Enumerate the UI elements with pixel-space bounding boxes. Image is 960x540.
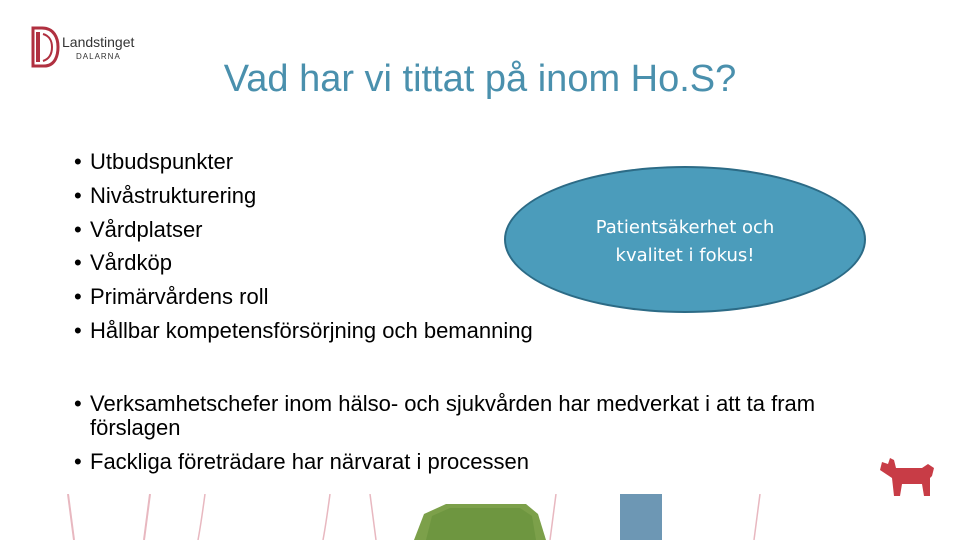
callout-text (560, 214, 810, 270)
list-item: • Primärvårdens roll (74, 280, 533, 314)
process-list (74, 392, 874, 484)
list-item: • Fackliga företrädare har närvarat i processen (74, 450, 874, 474)
list-item: • Verksamhetschefer inom hälso- och sjukvården har medverkat i att ta fram förslagen (74, 392, 874, 440)
slide-title: Vad har vi tittat på inom Ho.S? (223, 58, 737, 100)
list-item: • Nivåstrukturering (74, 179, 533, 213)
list-item: • Vårdköp (74, 246, 533, 280)
logo-name: Landstinget (62, 34, 135, 50)
dala-horse-icon (876, 454, 940, 498)
callout-line: kvalitet i fokus! (615, 245, 755, 266)
list-item: • Vårdplatser (74, 213, 533, 247)
list-item: • Hållbar kompetensförsörjning och bemanning (74, 314, 533, 348)
list-item: • Utbudspunkter (74, 145, 533, 179)
topic-list (74, 145, 533, 348)
decorative-footer (0, 494, 960, 540)
logo-subtitle: DALARNA (76, 52, 121, 61)
callout-line: Patientsäkerhet och (595, 217, 775, 238)
